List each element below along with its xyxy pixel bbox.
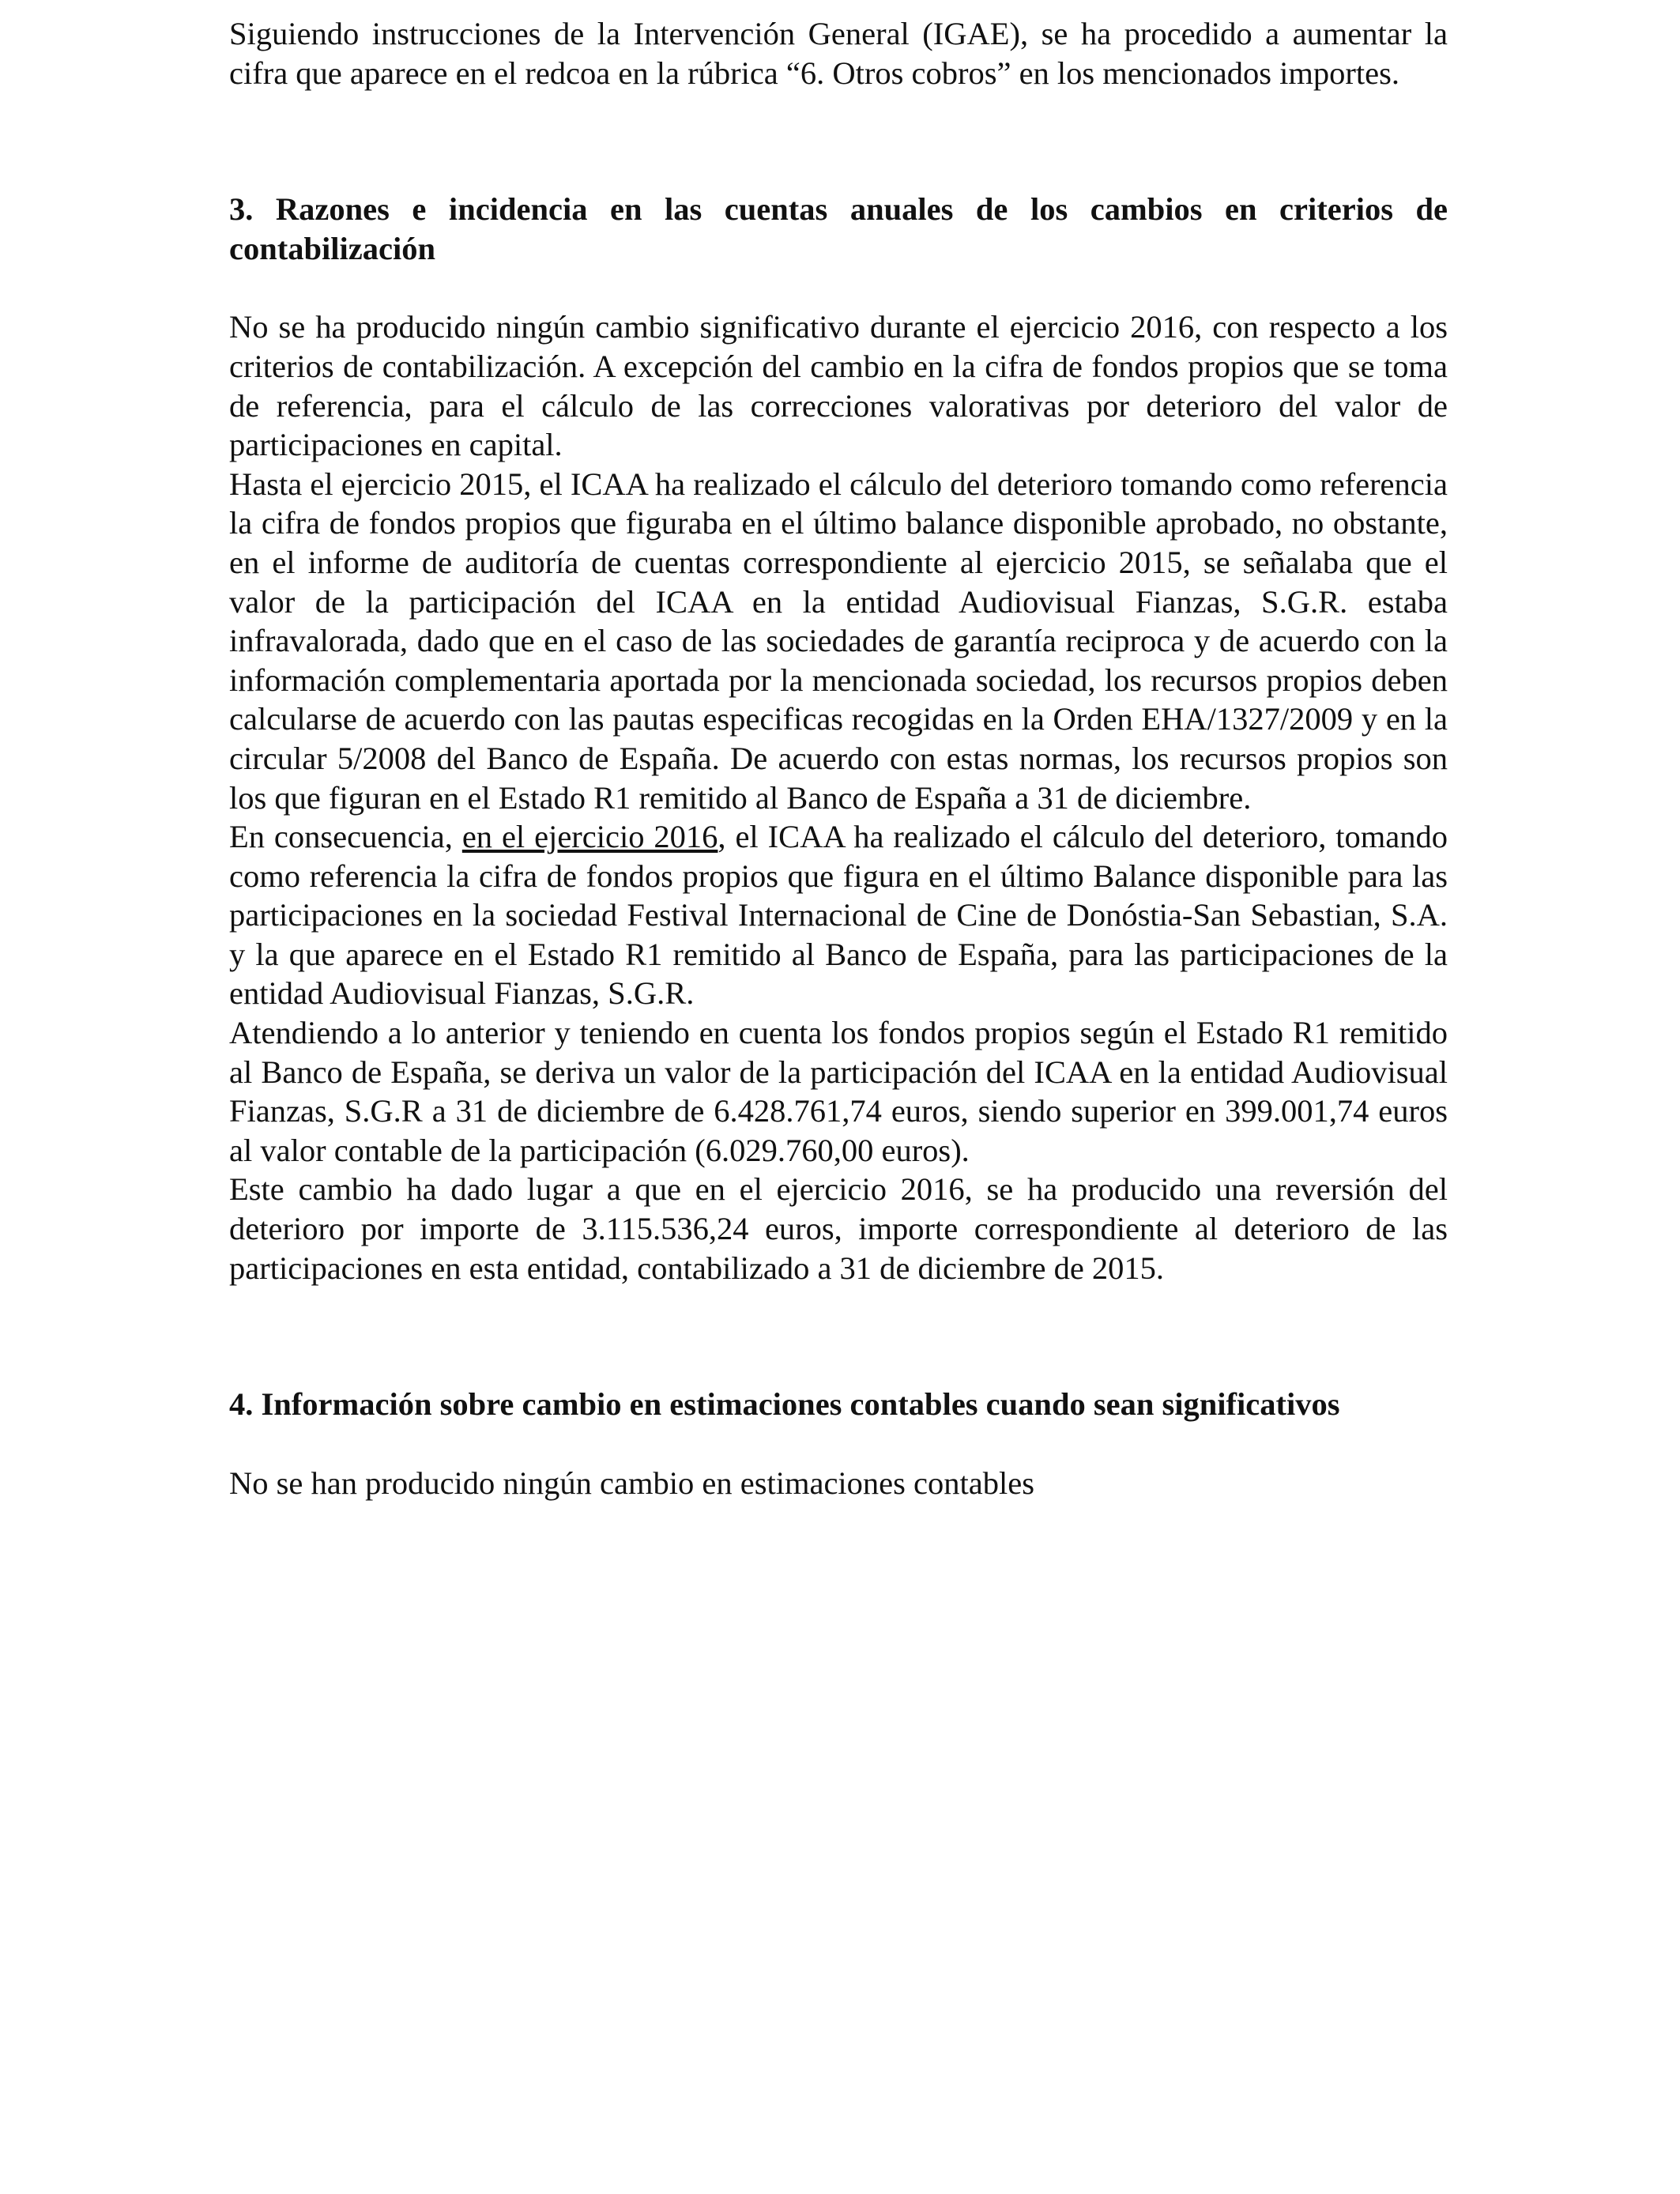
section-3-heading: 3. Razones e incidencia en las cuentas anuales de los cambios en criterios de contabilización: [229, 191, 1448, 266]
paragraph-3-lead: En consecuencia,: [229, 819, 462, 855]
section-3-paragraph-2: Hasta el ejercicio 2015, el ICAA ha realizado el cálculo del deterioro tomando como referencia la cifra de fondos propios que figuraba en el último balance disponible aprobado, no obstante, en el informe de auditoría de cuentas correspondiente al ejercicio 2015, se señalaba que el valor de la participación del ICAA en la entidad Audiovisual Fianzas, S.G.R. estaba infravalorada, dado que en el caso de las sociedades de garantía reciproca y de acuerdo con la información complementaria aportada por la mencionada sociedad, los recursos propios deben calcularse de acuerdo con las pautas especificas recogidas en la Orden EHA/1327/2009 y en la circular 5/2008 del Banco de España. De acuerdo con estas normas, los recursos propios son los que figuran en el Estado R1 remitido al Banco de España a 31 de diciembre.: [229, 466, 1448, 816]
document-page: [229, 14, 1448, 1502]
section-3-paragraph-3: [229, 817, 1448, 1013]
intro-paragraph: Siguiendo instrucciones de la Intervención General (IGAE), se ha procedido a aumentar la cifra que aparece en el redcoa en la rúbrica “6. Otros cobros” en los mencionados importes.: [229, 16, 1448, 91]
section-3-paragraph-5: Este cambio ha dado lugar a que en el ejercicio 2016, se ha producido una reversión del deterioro por importe de 3.115.536,24 euros, importe correspondiente al deterioro de las participaciones en esta entidad, contabilizado a 31 de diciembre de 2015.: [229, 1171, 1448, 1286]
section-4-heading: 4. Información sobre cambio en estimaciones contables cuando sean significativos: [229, 1386, 1340, 1423]
paragraph-3-rest: , el ICAA ha realizado el cálculo del deterioro, tomando como referencia la cifra de fondos propios que figura en el último Balance disponible para las participaciones en la sociedad Festival Internacional de Cine de Donóstia-San Sebastian, S.A. y la que aparece en el Estado R1 remitido al Banco de España, para las participaciones de la entidad Audiovisual Fianzas, S.G.R.: [229, 819, 1448, 1012]
section-3-paragraph-1: No se ha producido ningún cambio significativo durante el ejercicio 2016, con respecto a los criterios de contabilización. A excepción del cambio en la cifra de fondos propios que se toma de referencia, para el cálculo de las correcciones valorativas por deterioro del valor de participaciones en capital.: [229, 309, 1448, 463]
section-3-paragraph-4: Atendiendo a lo anterior y teniendo en cuenta los fondos propios según el Estado R1 remitido al Banco de España, se deriva un valor de la participación del ICAA en la entidad Audiovisual Fianzas, S.G.R a 31 de diciembre de 6.428.761,74 euros, siendo superior en 399.001,74 euros al valor contable de la participación (6.029.760,00 euros).: [229, 1015, 1448, 1168]
section-4-paragraph-1: No se han producido ningún cambio en estimaciones contables: [229, 1465, 1034, 1501]
underlined-phrase: en el ejercicio 2016: [461, 819, 718, 855]
